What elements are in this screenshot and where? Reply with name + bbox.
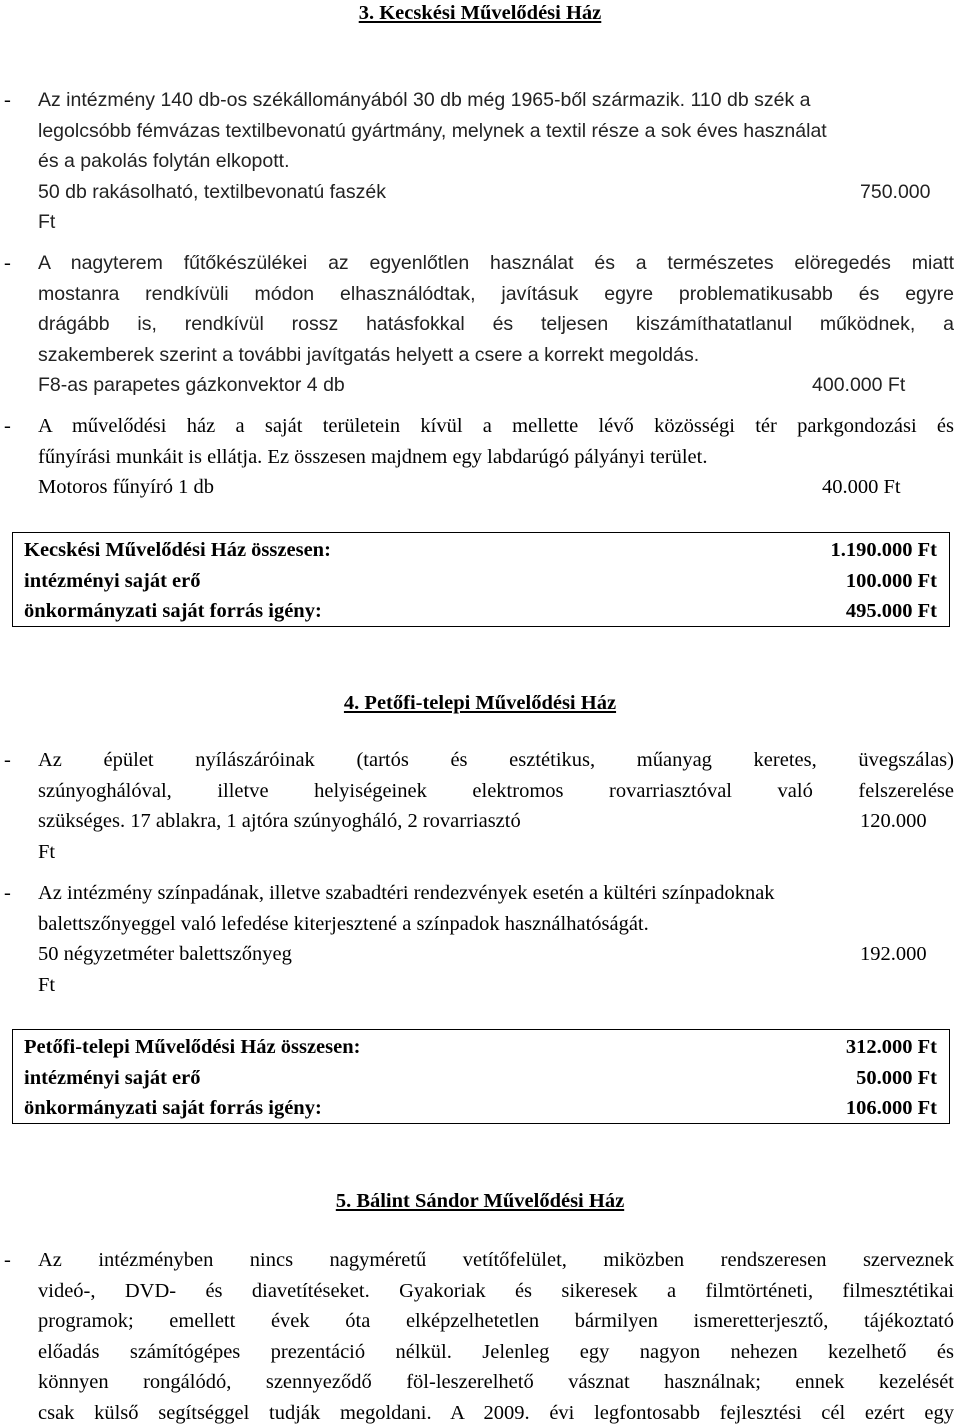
s3-p3-line2: fűnyírási munkáit is ellátja. Ez összesen majdnem egy labdarúgó pályányi terület. (38, 442, 954, 473)
s5-p1-line3: programok; emellett évek óta elképzelhetetlen bármilyen ismeretterjesztő, tájékoztató (38, 1306, 954, 1337)
s3-p2-line2: mostanra rendkívüli módon elhasználódtak, javításuk egyre problematikusabb és egyre (38, 279, 954, 310)
s3-p1-line2: legolcsóbb fémvázas textilbevonatú gyártmány, melynek a textil része a sok éves használat (38, 116, 954, 147)
s3-p1-line3: és a pakolás folytán elkopott. (38, 146, 954, 177)
summary-row (13, 535, 949, 566)
s3-p3-item: Motoros fűnyíró 1 db (38, 472, 954, 503)
s3-p1-currency: Ft (38, 207, 954, 238)
s3-p1-line1: Az intézmény 140 db-os székállományából 30 db még 1965-ből származik. 110 db szék a (38, 85, 954, 116)
summary-row (13, 596, 949, 627)
s3-p2-line1: A nagyterem fűtőkészülékei az egyenlőtlen használat és a természetes elöregedés miatt (38, 248, 954, 279)
summary-row (13, 1032, 949, 1063)
summary-request-label: önkormányzati saját forrás igény: (24, 1093, 322, 1124)
s3-summary-box (12, 532, 950, 627)
s3-p2-item: F8-as parapetes gázkonvektor 4 db (38, 370, 954, 401)
s3-p3-line1: A művelődési ház a saját területein kívül a mellette lévő közösségi tér parkgondozási és (38, 411, 954, 442)
summary-own-value: 100.000 Ft (846, 566, 937, 597)
summary-total-label: Petőfi-telepi Művelődési Ház összesen: (24, 1032, 360, 1063)
summary-row (13, 1093, 949, 1124)
s5-p1-line5: könnyen rongálódó, szennyeződő föl-leszerelhető vásznat használnak; ennek kezelését (38, 1367, 954, 1398)
list-dash: - (4, 248, 11, 279)
list-dash: - (4, 85, 11, 116)
section-3-title: 3. Kecskési Művelődési Ház (0, 0, 960, 26)
summary-request-value: 495.000 Ft (846, 596, 937, 627)
list-dash: - (4, 745, 11, 776)
s4-p1-line2: szúnyoghálóval, illetve helyiségeinek elektromos rovarriasztóval való felszerelése (38, 776, 954, 807)
s5-p1-line4: előadás számítógépes prezentáció nélkül. Jelenleg egy nagyon nehezen kezelhető és (38, 1337, 954, 1368)
section-5-title: 5. Bálint Sándor Művelődési Ház (0, 1188, 960, 1214)
s5-p1-line2: videó-, DVD- és diavetítéseket. Gyakoriak és sikeresek a filmtörténeti, filmesztétikai (38, 1276, 954, 1307)
list-dash: - (4, 411, 11, 442)
summary-row (13, 1063, 949, 1094)
summary-total-value: 1.190.000 Ft (831, 535, 937, 566)
summary-request-value: 106.000 Ft (846, 1093, 937, 1124)
summary-row (13, 566, 949, 597)
s4-p2-item: 50 négyzetméter balettszőnyeg (38, 939, 954, 970)
summary-total-value: 312.000 Ft (846, 1032, 937, 1063)
s4-p1-line3: szükséges. 17 ablakra, 1 ajtóra szúnyogháló, 2 rovarriasztó (38, 806, 954, 837)
s4-p1-line1: Az épület nyílászáróinak (tartós és esztétikus, műanyag keretes, üvegszálas) (38, 745, 954, 776)
s4-p1-currency: Ft (38, 837, 954, 868)
section-4-title: 4. Petőfi-telepi Művelődési Ház (0, 690, 960, 716)
s4-p1-amount: 120.000 (860, 806, 927, 837)
s4-p2-line2: balettszőnyeggel való lefedése kiterjesztené a színpadok használhatóságát. (38, 909, 954, 940)
s4-summary-box (12, 1029, 950, 1124)
s3-p2-line4: szakemberek szerint a további javítgatás helyett a csere a korrekt megoldás. (38, 340, 954, 371)
s4-p2-currency: Ft (38, 970, 954, 1001)
s4-p2-line1: Az intézmény színpadának, illetve szabadtéri rendezvények esetén a kültéri színpadoknak (38, 878, 954, 909)
s5-p1-line1: Az intézményben nincs nagyméretű vetítőfelület, miközben rendszeresen szerveznek (38, 1245, 954, 1276)
s3-p1-item: 50 db rakásolható, textilbevonatú faszék (38, 177, 954, 208)
list-dash: - (4, 878, 11, 909)
summary-own-value: 50.000 Ft (856, 1063, 937, 1094)
summary-request-label: önkormányzati saját forrás igény: (24, 596, 322, 627)
summary-total-label: Kecskési Művelődési Ház összesen: (24, 535, 331, 566)
summary-own-label: intézményi saját erő (24, 1063, 200, 1094)
s3-p1-amount: 750.000 (860, 177, 931, 208)
summary-own-label: intézményi saját erő (24, 566, 200, 597)
s3-p2-line3: drágább is, rendkívül rossz hatásfokkal és teljesen kiszámíthatatlanul működnek, a (38, 309, 954, 340)
list-dash: - (4, 1245, 11, 1276)
s5-p1-line6: csak külső segítséggel tudják megoldani. A 2009. évi legfontosabb fejlesztési cél ezért egy (38, 1398, 954, 1428)
s3-p2-amount: 400.000 Ft (812, 370, 905, 401)
s3-p3-amount: 40.000 Ft (822, 472, 901, 503)
s4-p2-amount: 192.000 (860, 939, 927, 970)
